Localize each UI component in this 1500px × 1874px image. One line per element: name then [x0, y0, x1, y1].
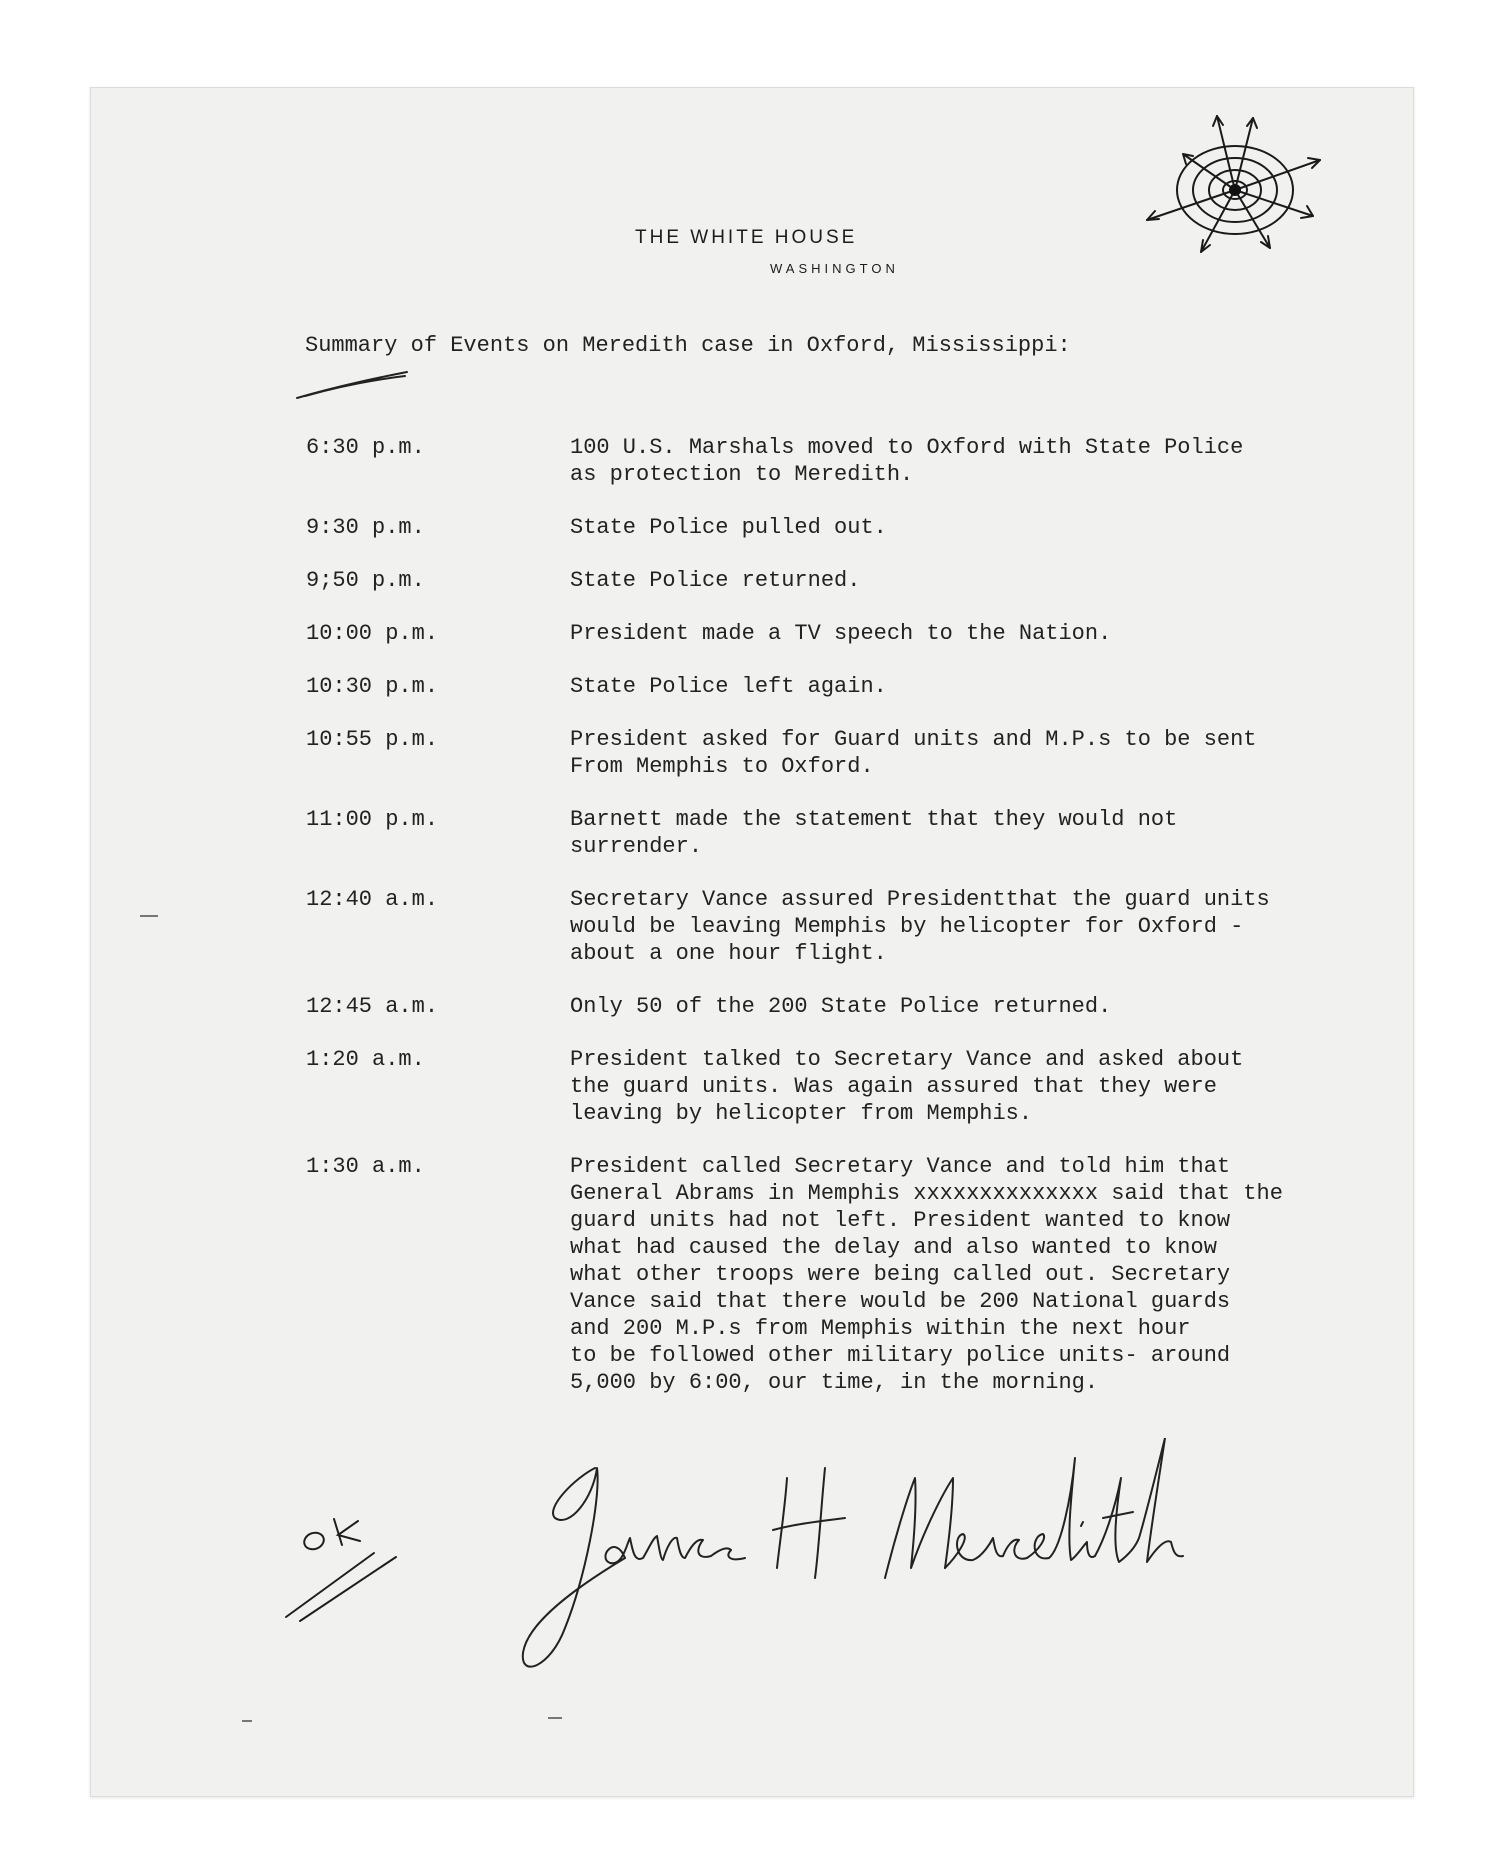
- summary-heading: Summary of Events on Meredith case in Oxford, Mississippi:: [305, 333, 1071, 358]
- entry-time: 6:30 p.m.: [306, 435, 425, 460]
- entry-time: 1:20 a.m.: [306, 1047, 425, 1072]
- letterhead-subtitle: WASHINGTON: [770, 261, 899, 276]
- entry-description: President talked to Secretary Vance and asked about the guard units. Was again assured that they were leaving by helicopter from Memphis.: [570, 1047, 1244, 1126]
- entry-description: 100 U.S. Marshals moved to Oxford with State Police as protection to Meredith.: [570, 435, 1244, 487]
- ok-handwritten-mark: [278, 1505, 408, 1625]
- entry-description: President made a TV speech to the Nation.: [570, 621, 1112, 646]
- timeline-entry: [306, 567, 1296, 594]
- target-doodle-icon: [1105, 112, 1335, 262]
- entry-time: 11:00 p.m.: [306, 807, 439, 832]
- timeline-entry: [306, 673, 1296, 700]
- entry-description: State Police pulled out.: [570, 515, 887, 540]
- events-timeline: [306, 434, 1296, 1422]
- letterhead-title: THE WHITE HOUSE: [635, 227, 858, 248]
- entry-description: Only 50 of the 200 State Police returned.: [570, 994, 1112, 1019]
- paper-speck: [548, 1717, 562, 1719]
- entry-description: President asked for Guard units and M.P.s to be sent From Memphis to Oxford.: [570, 727, 1257, 779]
- paper-speck: [242, 1720, 252, 1722]
- entry-time: 10:30 p.m.: [306, 674, 439, 699]
- paper-speck: [140, 915, 158, 917]
- entry-time: 12:45 a.m.: [306, 994, 439, 1019]
- entry-description: President called Secretary Vance and told him that General Abrams in Memphis xxxxxxxxxxxxxx said that the guard units had not left. President wanted to know what had caused the delay and also wanted to know what other troops were being called out. Secretary Vance said that there would be 200 National guards and 200 M.P.s from Memphis within the next hour to be followed other military police units- around 5,000 by 6:00, our time, in the morning.: [570, 1154, 1283, 1395]
- entry-description: State Police returned.: [570, 568, 861, 593]
- timeline-entry: [306, 806, 1296, 860]
- timeline-entry: [306, 620, 1296, 647]
- timeline-entry: [306, 886, 1296, 967]
- entry-description: State Police left again.: [570, 674, 887, 699]
- heading-underline-mark: [295, 368, 410, 400]
- signature-james-h-meredith: [515, 1438, 1255, 1688]
- entry-time: 1:30 a.m.: [306, 1154, 425, 1179]
- timeline-entry: [306, 726, 1296, 780]
- entry-description: Barnett made the statement that they would not surrender.: [570, 807, 1178, 859]
- timeline-entry: [306, 514, 1296, 541]
- timeline-entry: [306, 993, 1296, 1020]
- entry-time: 12:40 a.m.: [306, 887, 439, 912]
- timeline-entry: [306, 434, 1296, 488]
- entry-time: 10:55 p.m.: [306, 727, 439, 752]
- timeline-entry: [306, 1153, 1296, 1396]
- timeline-entry: [306, 1046, 1296, 1127]
- entry-description: Secretary Vance assured Presidentthat the guard units would be leaving Memphis by helicopter for Oxford - about a one hour flight.: [570, 887, 1270, 966]
- entry-time: 9:30 p.m.: [306, 515, 425, 540]
- entry-time: 10:00 p.m.: [306, 621, 439, 646]
- entry-time: 9;50 p.m.: [306, 568, 425, 593]
